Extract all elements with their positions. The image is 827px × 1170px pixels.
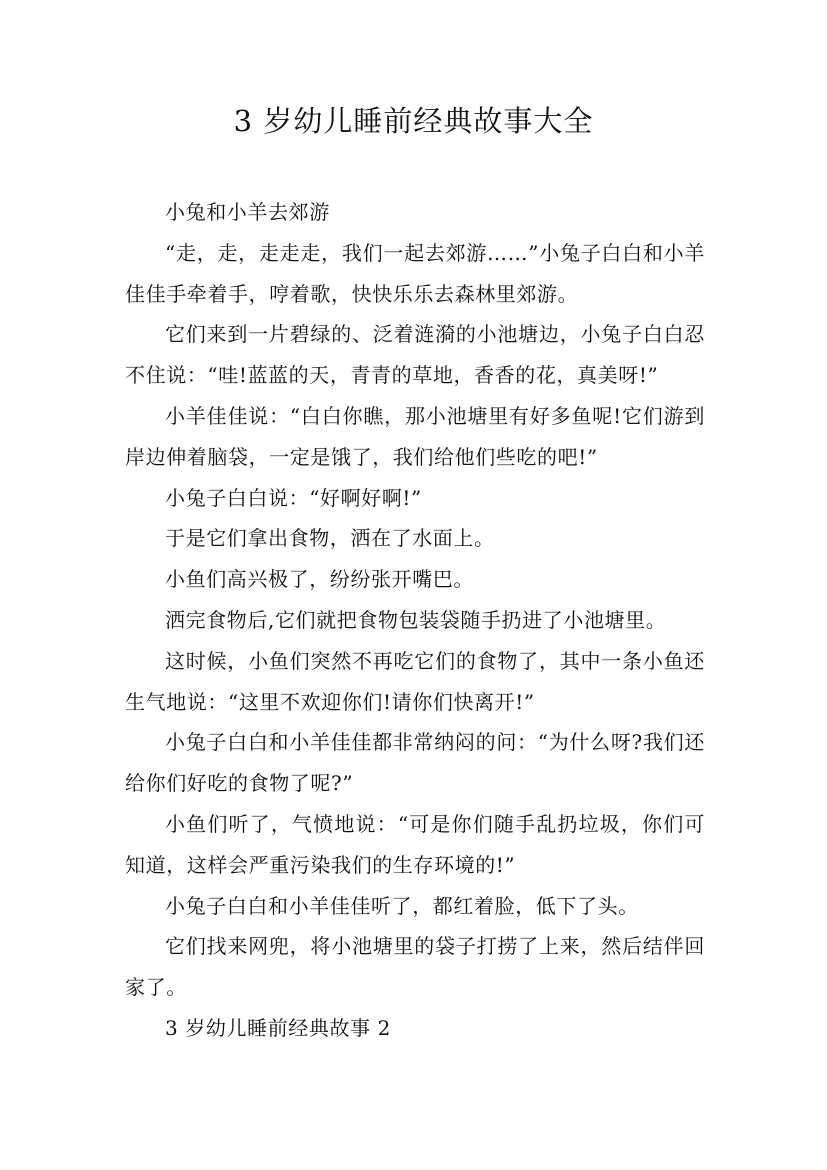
paragraph: 小鱼们听了，气愤地说：“可是你们随手乱扔垃圾，你们可知道，这样会严重污染我们的生存环境的!” — [125, 811, 705, 877]
paragraph: 于是它们拿出食物，洒在了水面上。 — [165, 526, 495, 551]
paragraph: 小鱼们高兴极了，纷纷张开嘴巴。 — [165, 567, 474, 592]
paragraph: 它们来到一片碧绿的、泛着涟漪的小池塘边，小兔子白白忍不住说：“哇!蓝蓝的天，青青的草地，香香的花，真美呀!” — [125, 322, 705, 388]
paragraph: 小羊佳佳说：“白白你瞧，那小池塘里有好多鱼呢!它们游到岸边伸着脑袋，一定是饿了，我们给他们些吃的吧!” — [125, 403, 705, 469]
paragraph: 小兔子白白和小羊佳佳都非常纳闷的问：“为什么呀?我们还给你们好吃的食物了呢?” — [125, 730, 705, 796]
story-body — [125, 192, 705, 1049]
paragraph: 小兔子白白和小羊佳佳听了，都红着脸，低下了头。 — [165, 893, 639, 918]
paragraph: 它们找来网兜，将小池塘里的袋子打捞了上来，然后结伴回家了。 — [125, 934, 705, 1000]
story-heading: 小兔和小羊去郊游 — [165, 200, 330, 224]
paragraph: “走，走，走走走，我们一起去郊游……”小兔子白白和小羊佳佳手牵着手，哼着歌，快快乐乐去森林里郊游。 — [125, 240, 705, 306]
paragraph: 小兔子白白说：“好啊好啊!” — [165, 485, 422, 510]
paragraph: 洒完食物后,它们就把食物包装袋随手扔进了小池塘里。 — [165, 607, 667, 632]
section-heading: 3 岁幼儿睡前经典故事 2 — [165, 1015, 391, 1040]
page-title: 3 岁幼儿睡前经典故事大全 — [233, 104, 594, 138]
paragraph: 这时候，小鱼们突然不再吃它们的食物了，其中一条小鱼还生气地说：“这里不欢迎你们!请你们快离开!” — [125, 648, 705, 714]
